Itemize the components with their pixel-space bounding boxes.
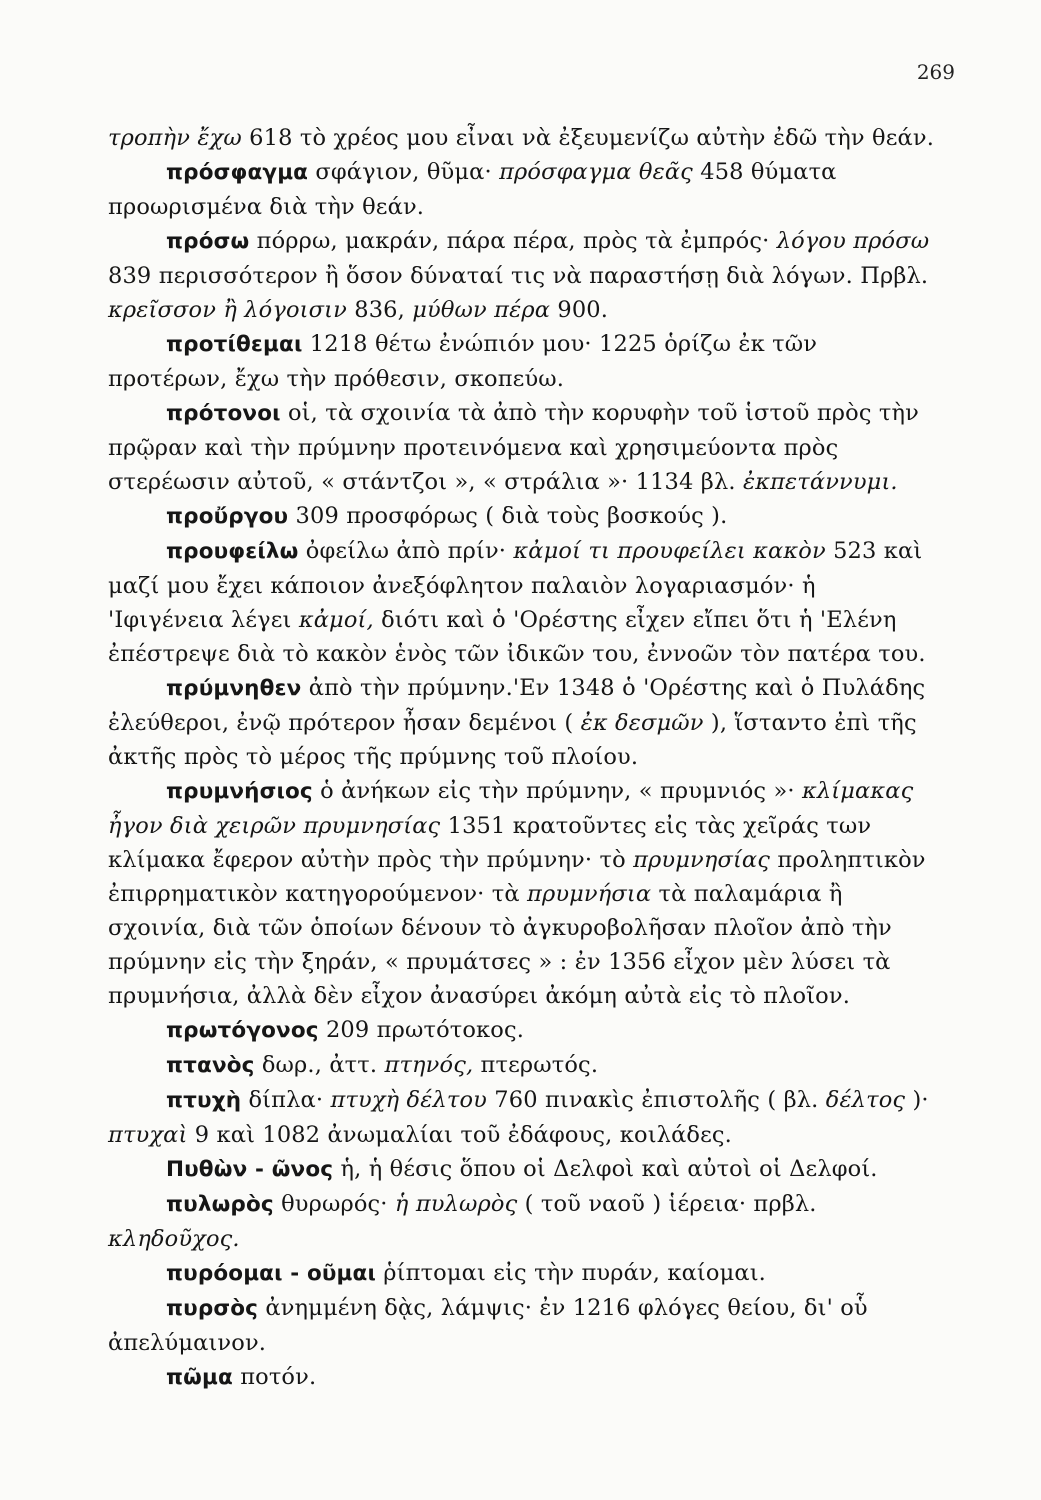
headword: πτανὸς [166,1053,255,1078]
definition-text: ποτόν. [232,1364,317,1390]
definition-text: θυρωρός· [273,1191,395,1217]
entry-cont [108,121,938,155]
italic-citation: κληδοῦχος. [108,1226,240,1252]
entry-poma [108,1360,938,1395]
italic-citation: ἐκ δεσμῶν [580,710,704,736]
italic-citation: πτυχαὶ [108,1122,188,1148]
page-number: 269 [916,60,955,84]
definition-text: 9 καὶ 1082 ἀνωμαλίαι τοῦ ἐδάφους, κοιλάδες. [187,1122,732,1148]
headword: προὔργου [166,504,289,529]
definition-text: ), ἵσταντο ἐπὶ τῆς ἀκτῆς πρὸς τὸ μέρος τῆς πρύμνης τοῦ πλοίου. [108,710,917,770]
entry-prosfagma [108,155,938,224]
definition-text: ἀπὸ τὴν πρύμνην.'Εν 1348 ὁ 'Ορέστης καὶ ὁ Πυλάδης ἐλεύθεροι, ἐνῷ πρότερον ἦσαν δεμένοι ( [108,675,926,736]
entry-pyloros [108,1187,938,1256]
entry-pythonos [108,1152,938,1187]
entry-prourgou [108,499,938,534]
definition-text: 309 προσφόρως ( διὰ τοὺς βοσκούς ). [288,503,728,529]
headword: πρόσφαγμα [166,160,309,185]
definition-text: ( τοῦ ναοῦ ) ἱέρεια· πρβλ. [517,1191,817,1217]
entry-pyroomai [108,1256,938,1291]
definition-text: τὰ παλαμάρια ἢ σχοινία, διὰ τῶν ὁποίων δένουν τὸ ἀγκυροβολῆσαν πλοῖον ἀπὸ τὴν πρύμνην εἰς τὴν ξηράν, « πρυμάτσες » : ἐν 1356 εἶχον μὲν λύσει τὰ πρυμνήσια, ἀλλὰ δὲν εἶχον ἀνασύρει ἀκόμη αὐτὰ εἰς τὸ πλοῖον. [108,881,892,1009]
definition-text: 458 θύματα προωρισμένα διὰ τὴν θεάν. [108,159,837,220]
definition-text: 839 περισσότερον ἢ ὅσον δύναταί τις νὰ παραστήσῃ διὰ λόγων. Πρβλ. [108,263,929,289]
headword: Πυθὼν - ῶνος [166,1157,334,1182]
definition-text: πόρρω, μακράν, πάρα πέρα, πρὸς τὰ ἐμπρός· [249,228,777,254]
headword: πῶμα [166,1365,233,1390]
definition-text: 618 τὸ χρέος μου εἶναι νὰ ἐξευμενίζω αὐτὴν ἐδῶ τὴν θεάν. [241,125,934,151]
headword: πυλωρὸς [166,1192,274,1217]
entry-ptanos [108,1048,938,1083]
entry-proufeilo [108,534,938,671]
definition-text: ὁ ἀνήκων εἰς τὴν πρύμνην, « πρυμνιός »· [312,778,802,804]
definition-text: διότι καὶ ὁ 'Ορέστης εἶχεν εἴπει ὅτι ἡ 'Ελένη ἐπέστρεψε διὰ τὸ κακὸν ἑνὸς τῶν ἰδικῶν του, ἐννοῶν τὸν πατέρα του. [108,607,926,667]
headword: πρόσω [166,229,250,254]
definition-text: δίπλα· [241,1087,331,1113]
definition-text: )· [905,1087,929,1113]
definition-text: 209 πρωτότοκος. [318,1017,525,1043]
italic-citation: κἀμοί τι προυφείλει κακὸν [513,538,826,564]
headword: πυρσὸς [166,1296,259,1321]
headword: πυρόομαι - οῦμαι [166,1261,376,1286]
headword: πρυμνήσιος [166,779,313,804]
definition-text: δωρ., ἀττ. [254,1052,385,1078]
definition-text: 900. [550,297,609,323]
entry-protithemai [108,327,938,396]
italic-citation: ἡ πυλωρὸς [394,1191,518,1217]
entry-proso [108,224,938,327]
italic-citation: κρεῖσσον ἢ λόγοισιν [108,297,347,323]
definition-text: 523 καὶ μαζί μου ἔχει κάποιον ἀνεξόφλητον παλαιὸν λογαριασμόν· ἡ 'Ιφιγένεια λέγει [108,538,923,633]
italic-citation: μύθων πέρα [412,297,551,323]
definition-text: 836, [346,297,413,323]
entry-prymnesios [108,774,938,1013]
italic-citation: κἀμοί, [298,607,374,633]
italic-citation: πτυχὴ δέλτου [330,1087,487,1113]
definition-text: ὀφείλω ἀπὸ πρίν· [298,538,514,564]
headword: πρωτόγονος [166,1018,319,1043]
italic-citation: δέλτος [825,1087,906,1113]
headword: πρύμνηθεν [166,676,302,701]
entry-protonoi [108,396,938,499]
headword: πτυχὴ [166,1088,242,1113]
italic-citation: πτηνός, [384,1052,474,1078]
entry-protogonos [108,1013,938,1048]
italic-citation: λόγου πρόσω [776,228,930,254]
italic-citation: κλίμακας ἦγον διὰ χειρῶν πρυμνησίας [108,778,914,839]
entry-prymnethen [108,671,938,774]
definition-text: ῥίπτομαι εἰς τὴν πυράν, καίομαι. [375,1260,766,1286]
italic-citation: ἐκπετάννυμι. [742,469,898,495]
definition-text: πτερωτός. [473,1052,599,1078]
headword: προτίθεμαι [166,332,303,357]
italic-citation: πρυμνησίας [633,847,771,873]
italic-citation: πρόσφαγμα θεᾶς [499,159,693,185]
entry-ptyche [108,1083,938,1152]
definition-text: ἀνημμένη δᾲς, λάμψις· ἐν 1216 φλόγες θείου, δι' οὗ ἀπελύμαινον. [108,1295,868,1356]
headword: πρότονοι [166,401,281,426]
definition-text: 1351 κρατοῦντες εἰς τὰς χεῖράς των κλίμακα ἔφερον αὐτὴν πρὸς τὴν πρύμνην· τὸ [108,813,872,873]
definition-text: οἱ, τὰ σχοινία τὰ ἀπὸ τὴν κορυφὴν τοῦ ἱστοῦ πρὸς τὴν πρῷραν καὶ τὴν πρύμνην προτεινόμενα καὶ χρησιμεύοντα πρὸς στερέωσιν αὐτοῦ, « στάντζοι », « στράλια »· 1134 βλ. [108,400,919,495]
italic-citation: πρυμνήσια [527,881,652,907]
definition-text: 760 πινακὶς ἐπιστολῆς ( βλ. [487,1087,826,1113]
definition-text: 1218 θέτω ἐνώπιόν μου· 1225 ὁρίζω ἐκ τῶν προτέρων, ἔχω τὴν πρόθεσιν, σκοπεύω. [108,331,818,392]
definition-text: σφάγιον, θῦμα· [308,159,500,185]
headword: προυφείλω [166,539,299,564]
glossary-text [108,121,938,1395]
entry-pyrsos [108,1291,938,1360]
definition-text: προληπτικὸν ἐπιρρηματικὸν κατηγορούμενον· τὰ [108,847,926,907]
definition-text: ἡ, ἡ θέσις ὅπου οἱ Δελφοὶ καὶ αὐτοὶ οἱ Δελφοί. [333,1156,878,1182]
italic-citation: τροπὴν ἔχω [108,125,242,151]
